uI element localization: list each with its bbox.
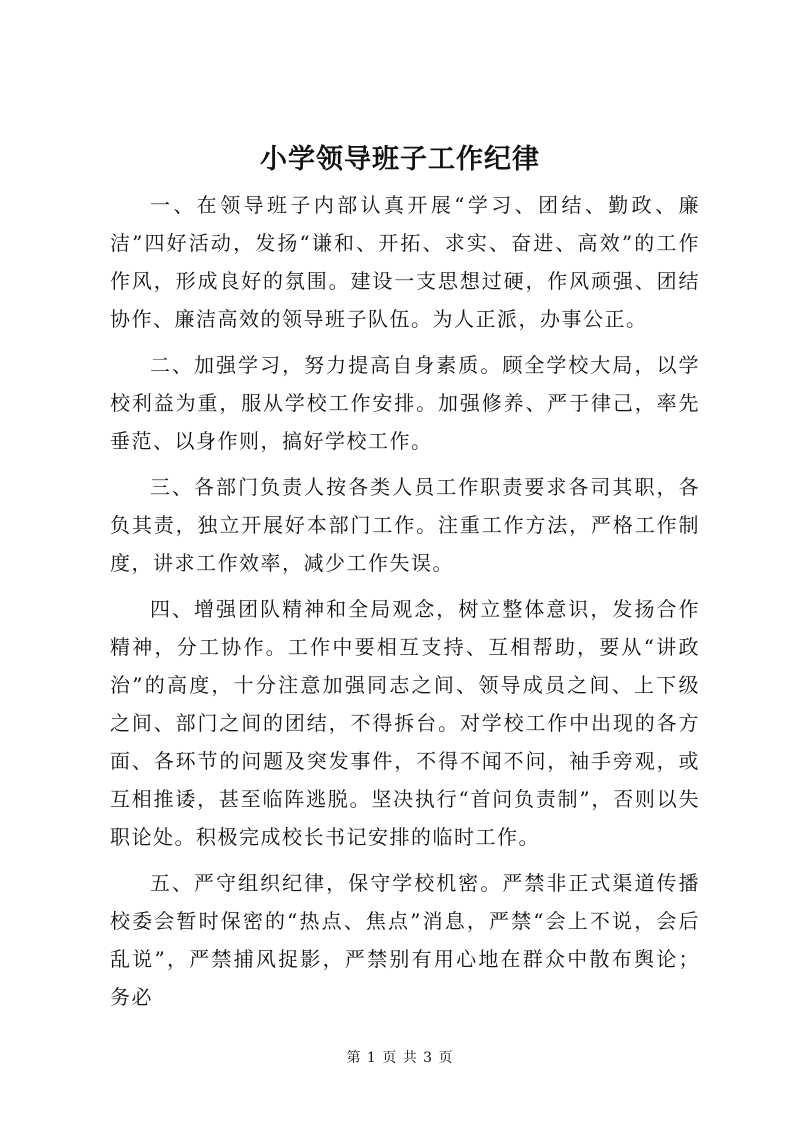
paragraph-5: 五、严守组织纪律，保守学校机密。严禁非正式渠道传播校委会暂时保密的“热点、焦点”消息，严禁“会上不说，会后乱说”，严禁捕风捉影，严禁别有用心地在群众中散布舆论；务必 [110, 871, 700, 1009]
document-title: 小学领导班子工作纪律 [260, 144, 540, 175]
page-footer: 第 1 页 共 3 页 [346, 1050, 454, 1066]
paragraph-4: 四、增强团队精神和全局观念，树立整体意识，发扬合作精神，分工协作。工作中要相互支持、互相帮助，要从“讲政治”的高度，十分注意加强同志之间、领导成员之间、上下级之间、部门之间的团结，不得拆台。对学校工作中出现的各方面、各环节的问题及突发事件，不得不闻不问，袖手旁观，或互相推诿，甚至临阵逃脱。坚决执行“首问负责制”，否则以失职论处。积极完成校长书记安排的临时工作。 [110, 597, 700, 849]
paragraph-3: 三、各部门负责人按各类人员工作职责要求各司其职，各负其责，独立开展好本部门工作。注重工作方法，严格工作制度，讲求工作效率，减少工作失误。 [110, 475, 700, 575]
paragraph-2: 二、加强学习，努力提高自身素质。顾全学校大局，以学校利益为重，服从学校工作安排。加强修养、严于律己，率先垂范、以身作则，搞好学校工作。 [110, 353, 700, 453]
paragraph-1: 一、在领导班子内部认真开展“学习、团结、勤政、廉洁”四好活动，发扬“谦和、开拓、求实、奋进、高效”的工作作风，形成良好的氛围。建设一支思想过硬，作风顽强、团结协作、廉洁高效的领导班子队伍。为人正派，办事公正。 [110, 193, 700, 331]
document-body [110, 186, 700, 1024]
